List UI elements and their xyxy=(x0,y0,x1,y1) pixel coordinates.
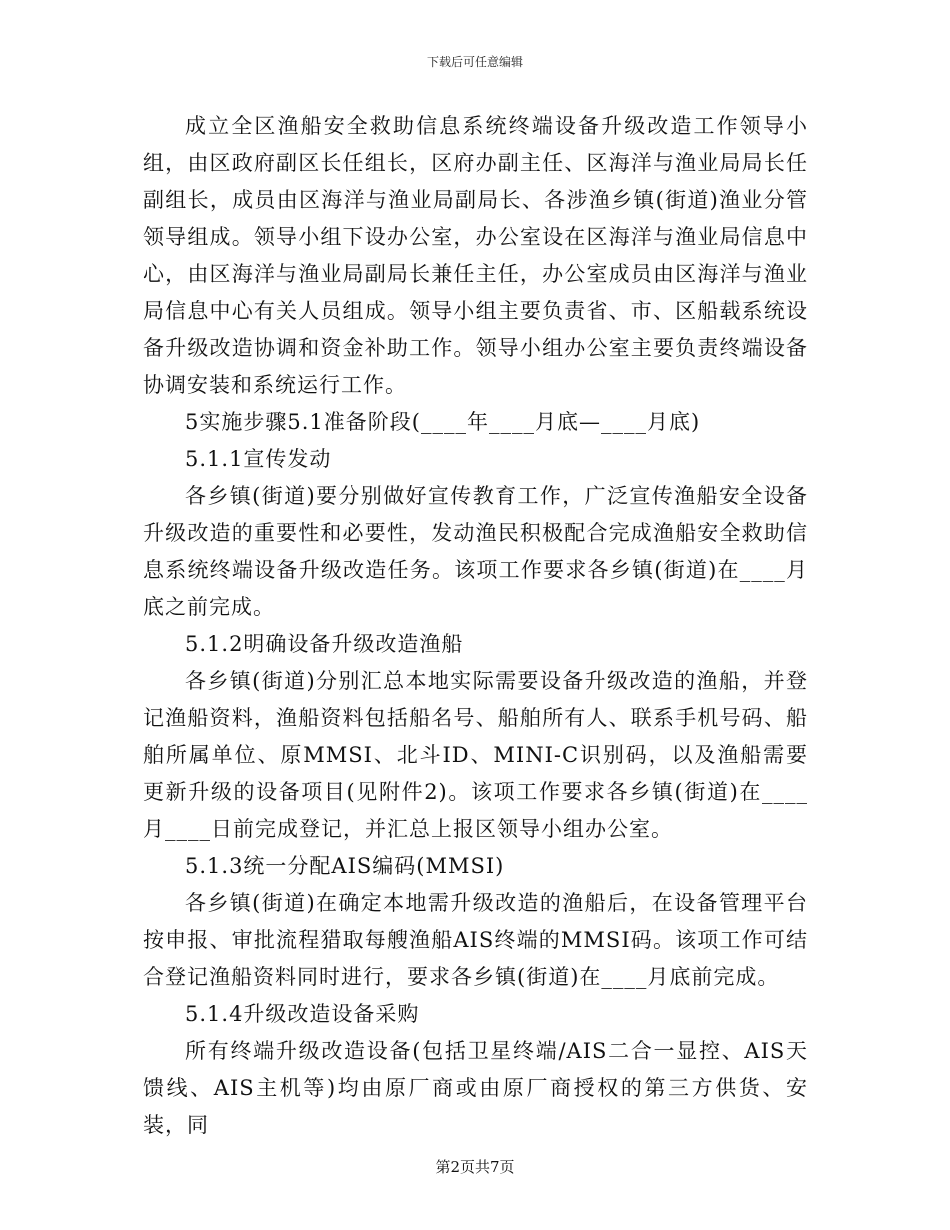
paragraph-vessel-registration: 各乡镇(街道)分别汇总本地实际需要设备升级改造的渔船，并登记渔船资料，渔船资料包括船名号、船舶所有人、联系手机号码、船舶所属单位、原MMSI、北斗ID、MINI-C识别码，以及渔船需要更新升级的设备项目(见附件2)。该项工作要求各乡镇(街道)在____月____日前完成登记，并汇总上报区领导小组办公室。 xyxy=(143,669,808,841)
paragraph-mmsi-allocation: 各乡镇(街道)在确定本地需升级改造的渔船后，在设备管理平台按申报、审批流程猎取每艘渔船AIS终端的MMSI码。该项工作可结合登记渔船资料同时进行，要求各乡镇(街道)在____月底前完成。 xyxy=(143,891,808,989)
page-header: 下载后可任意编辑 xyxy=(426,55,523,69)
document-body xyxy=(143,108,808,1144)
paragraph-leadership-group: 成立全区渔船安全救助信息系统终端设备升级改造工作领导小组，由区政府副区长任组长，区府办副主任、区海洋与渔业局局长任副组长，成员由区海洋与渔业局副局长、各涉渔乡镇(街道)渔业分管领导组成。领导小组下设办公室，办公室设在区海洋与渔业局信息中心，由区海洋与渔业局副局长兼任主任，办公室成员由区海洋与渔业局信息中心有关人员组成。领导小组主要负责省、市、区船载系统设备升级改造协调和资金补助工作。领导小组办公室主要负责终端设备协调安装和系统运行工作。 xyxy=(143,114,808,397)
paragraph-publicity: 各乡镇(街道)要分别做好宣传教育工作，广泛宣传渔船安全设备升级改造的重要性和必要性，发动渔民积极配合完成渔船安全救助信息系统终端设备升级改造任务。该项工作要求各乡镇(街道)在____月底之前完成。 xyxy=(143,484,808,619)
heading-5-1-1: 5.1.1宣传发动 xyxy=(185,447,332,471)
heading-5-1-2: 5.1.2明确设备升级改造渔船 xyxy=(185,632,464,656)
paragraph-equipment-procurement: 所有终端升级改造设备(包括卫星终端/AIS二合一显控、AIS天馈线、AIS主机等)均由原厂商或由原厂商授权的第三方供货、安装，同 xyxy=(143,1039,808,1137)
page-footer: 第2页共7页 xyxy=(435,1158,515,1176)
heading-implementation-steps: 5实施步骤5.1准备阶段(____年____月底—____月底) xyxy=(185,410,701,434)
heading-5-1-3: 5.1.3统一分配AIS编码(MMSI) xyxy=(185,854,505,878)
heading-5-1-4: 5.1.4升级改造设备采购 xyxy=(185,1002,420,1026)
